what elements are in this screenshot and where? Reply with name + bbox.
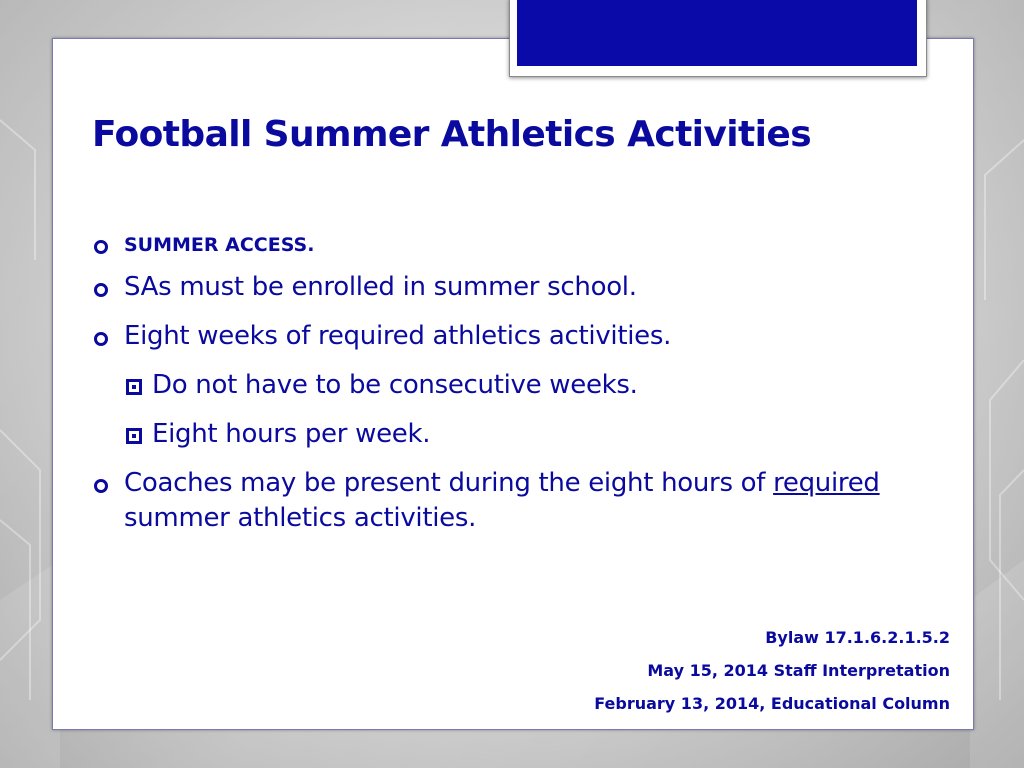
bullet-item-coaches (92, 466, 952, 536)
bullet-text: SUMMER ACCESS. (124, 234, 315, 256)
header-accent-tab (509, 0, 927, 77)
reference-staff-interpretation: May 15, 2014 Staff Interpretation (647, 661, 950, 680)
slide-title: Football Summer Athletics Activities (92, 114, 812, 155)
bullet-item-summer-access (92, 230, 952, 260)
sub-bullet-text: Eight hours per week. (152, 419, 431, 449)
reference-educational-column: February 13, 2014, Educational Column (594, 694, 950, 713)
hollow-circle-bullet-icon (94, 479, 108, 493)
reference-bylaw: Bylaw 17.1.6.2.1.5.2 (765, 628, 950, 647)
bullet-list (92, 230, 952, 550)
references-block (594, 628, 950, 727)
bullet-text-prefix: Coaches may be present during the eight hours of (124, 468, 774, 498)
sub-bullet-item-hours (122, 417, 952, 452)
square-bullet-icon (126, 428, 142, 444)
bullet-text: SAs must be enrolled in summer school. (124, 272, 637, 302)
hollow-circle-bullet-icon (94, 240, 108, 254)
hollow-circle-bullet-icon (94, 332, 108, 346)
square-bullet-icon (126, 379, 142, 395)
bullet-text: Eight weeks of required athletics activities. (124, 321, 672, 351)
sub-bullet-text: Do not have to be consecutive weeks. (152, 370, 638, 400)
bullet-text-suffix: summer athletics activities. (124, 503, 477, 533)
bullet-item-eight-weeks (92, 319, 952, 354)
hollow-circle-bullet-icon (94, 283, 108, 297)
sub-bullet-item-consecutive (122, 368, 952, 403)
bullet-item-enrollment (92, 270, 952, 305)
header-accent-bar (517, 0, 917, 66)
bullet-text-underlined: required (773, 468, 880, 498)
